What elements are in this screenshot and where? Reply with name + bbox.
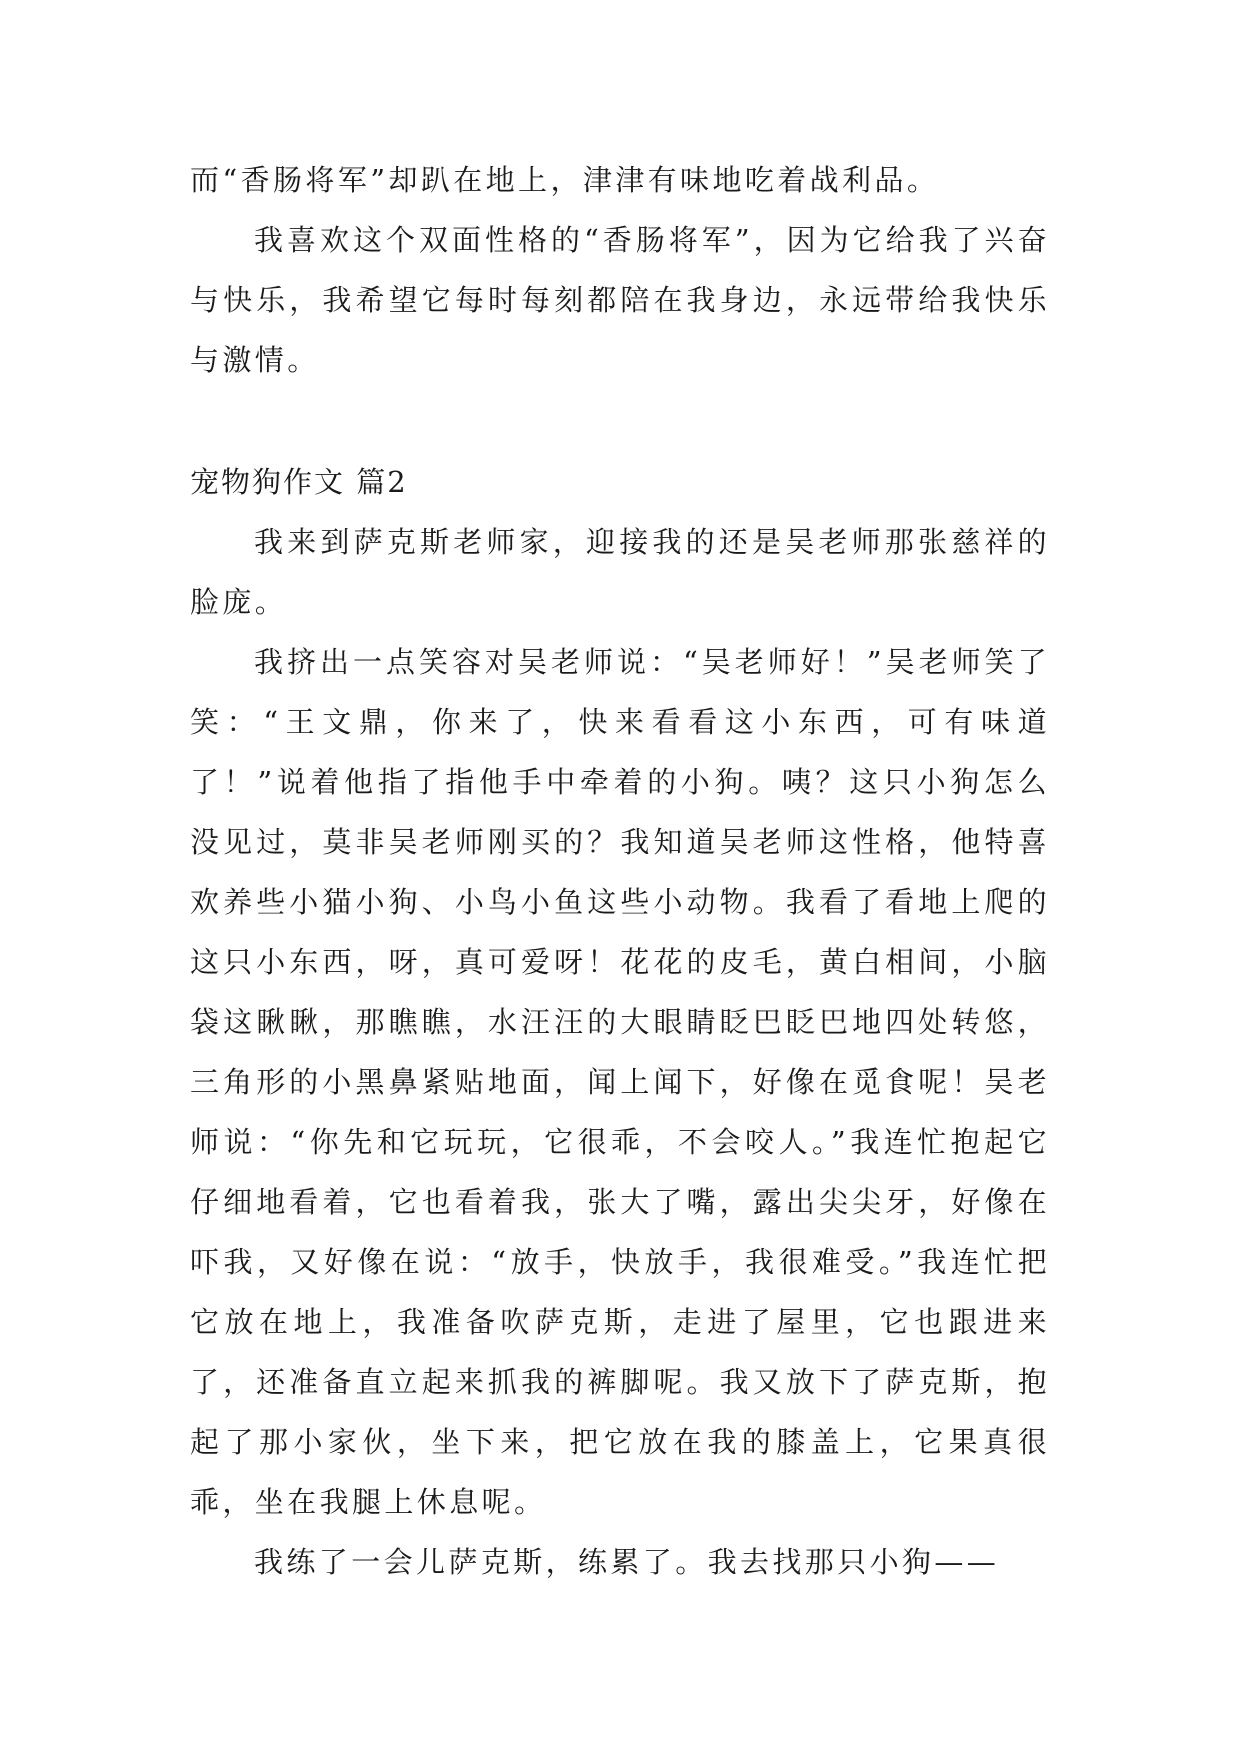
paragraph-puppy-story: 我挤出一点笑容对吴老师说：“吴老师好！”吴老师笑了笑：“王文鼎，你来了，快来看看这小东西，可有味道了！”说着他指了指他手中牵着的小狗。咦？这只小狗怎么没见过，莫非吴老师刚买的？我知道吴老师这性格，他特喜欢养些小猫小狗、小鸟小鱼这些小动物。我看了看地上爬的这只小东西，呀，真可爱呀！花花的皮毛，黄白相间，小脑袋这瞅瞅，那瞧瞧，水汪汪的大眼睛眨巴眨巴地四处转悠，三角形的小黑鼻紧贴地面，闻上闻下，好像在觅食呢！吴老师说：“你先和它玩玩，它很乖，不会咬人。”我连忙抱起它仔细地看着，它也看着我，张大了嘴，露出尖尖牙，好像在吓我，又好像在说：“放手，快放手，我很难受。”我连忙把它放在地上，我准备吹萨克斯，走进了屋里，它也跟进来了，还准备直立起来抓我的裤脚呢。我又放下了萨克斯，抱起了那小家伙，坐下来，把它放在我的膝盖上，它果真很乖，坐在我腿上休息呢。 <box>190 645 1050 1519</box>
section-title: 宠物狗作文 篇2 <box>190 465 408 499</box>
paragraph-practice: 我练了一会儿萨克斯，练累了。我去找那只小狗—— <box>254 1545 1000 1579</box>
document-page <box>190 150 1050 1592</box>
paragraph-arrival: 我来到萨克斯老师家，迎接我的还是吴老师那张慈祥的脸庞。 <box>190 525 1050 619</box>
paragraph-conclusion: 我喜欢这个双面性格的“香肠将军”，因为它给我了兴奋与快乐，我希望它每时每刻都陪在我身边，永远带给我快乐与激情。 <box>190 223 1050 377</box>
paragraph-continuation: 而“香肠将军”却趴在地上，津津有味地吃着战利品。 <box>190 163 940 197</box>
